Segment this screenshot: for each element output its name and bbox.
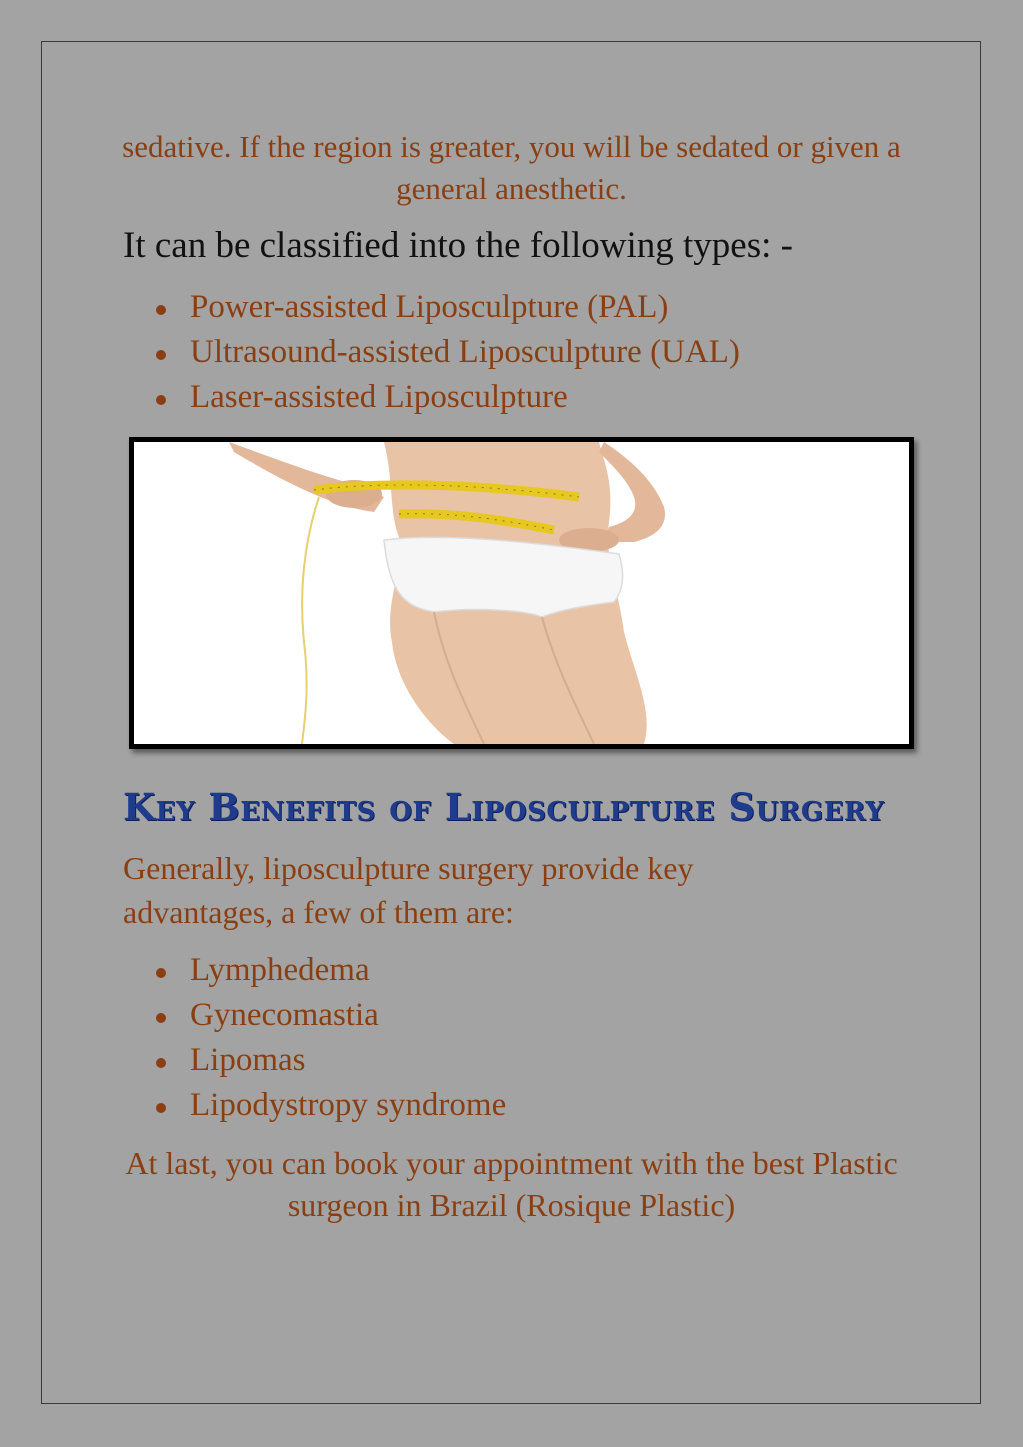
- list-item: Lipodystropy syndrome: [150, 1083, 506, 1128]
- list-item: Lipomas: [150, 1038, 506, 1083]
- list-item: Laser-assisted Liposculpture: [150, 375, 740, 420]
- closing-paragraph: At last, you can book your appointment with the best Plastic surgeon in Brazil (Rosique Plastic): [125, 1145, 898, 1223]
- benefits-list: [150, 948, 506, 1128]
- list-item: Lymphedema: [150, 948, 506, 993]
- key-benefits-heading: Key Benefits of Liposculpture Surgery: [123, 785, 885, 829]
- list-item: Gynecomastia: [150, 993, 506, 1038]
- waist-measuring-tape-photo: [129, 437, 914, 749]
- list-item: Ultrasound-assisted Liposculpture (UAL): [150, 330, 740, 375]
- list-item: Power-assisted Liposculpture (PAL): [150, 285, 740, 330]
- photo-illustration: [134, 442, 909, 744]
- types-heading: It can be classified into the following types: -: [123, 225, 793, 266]
- intro-paragraph: sedative. If the region is greater, you will be sedated or given a general anesthetic.: [122, 129, 901, 206]
- benefits-intro-paragraph: Generally, liposculpture surgery provide key advantages, a few of them are:: [123, 850, 694, 930]
- types-list: [150, 285, 740, 420]
